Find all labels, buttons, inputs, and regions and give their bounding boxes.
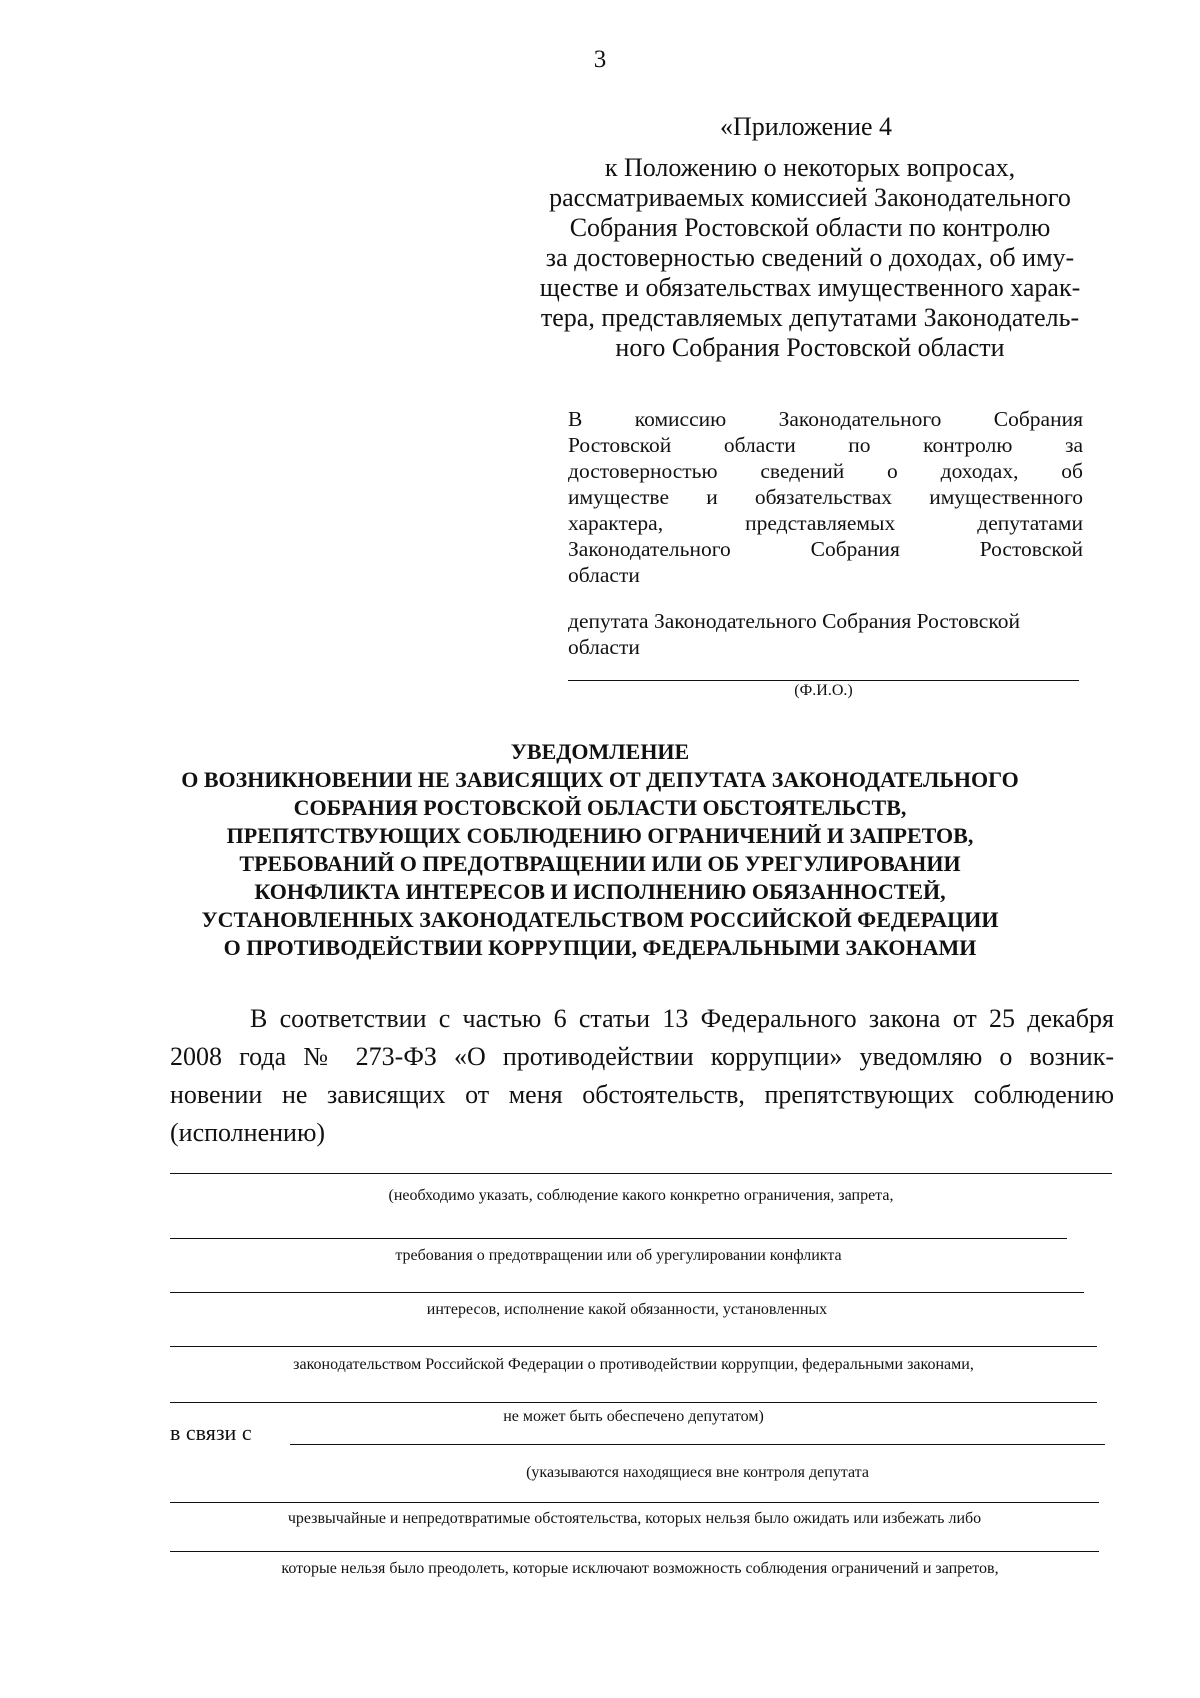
notice-body [170, 1000, 1114, 1152]
addressee-line: В комиссию Законодательного Собрания [568, 407, 1083, 431]
appendix-basis-line: рассматриваемых комиссией Законодательного [549, 183, 1071, 212]
notice-heading-line: О ПРОТИВОДЕЙСТВИИ КОРРУПЦИИ, ФЕДЕРАЛЬНЫМИ ЗАКОНАМИ [223, 935, 977, 960]
notice-body-line: 2008 года № 273-ФЗ «О противодействии коррупции» уведомляю о возник- [170, 1042, 1114, 1071]
notice-heading-line: СОБРАНИЯ РОСТОВСКОЙ ОБЛАСТИ ОБСТОЯТЕЛЬСТВ, [293, 795, 907, 820]
appendix-basis-line: ного Собрания Ростовской области [615, 333, 1005, 362]
fill-line[interactable] [170, 1292, 1084, 1293]
notice-heading-line: ТРЕБОВАНИЙ О ПРЕДОТВРАЩЕНИИ ИЛИ ОБ УРЕГУЛИРОВАНИИ [239, 851, 961, 876]
notice-heading-line: УВЕДОМЛЕНИЕ [510, 739, 690, 764]
addressee-line: характера, представляемых депутатами [568, 511, 1083, 535]
in-connection-fill-line[interactable] [290, 1444, 1105, 1445]
from-deputy-line: области [568, 635, 640, 659]
addressee-line: Законодательного Собрания Ростовской [568, 537, 1083, 561]
notice-heading [100, 738, 1100, 962]
fill-caption: интересов, исполнение какой обязанности, установленных [426, 1301, 828, 1318]
fill-caption: (необходимо указать, соблюдение какого конкретно ограничения, запрета, [388, 1187, 894, 1204]
addressee-line: области [568, 563, 640, 587]
notice-heading-line: КОНФЛИКТА ИНТЕРЕСОВ И ИСПОЛНЕНИЮ ОБЯЗАННОСТЕЙ, [254, 879, 946, 904]
fill-line[interactable] [170, 1502, 1099, 1503]
notice-heading-line: О ВОЗНИКНОВЕНИИ НЕ ЗАВИСЯЩИХ ОТ ДЕПУТАТА ЗАКОНОДАТЕЛЬНОГО [181, 767, 1019, 792]
addressee-line: имуществе и обязательствах имущественного [568, 485, 1083, 509]
addressee-line: достоверностью сведений о доходах, об [568, 459, 1083, 483]
appendix-title: «Приложение 4 [720, 112, 893, 141]
fio-caption: (Ф.И.О.) [794, 682, 853, 699]
fill-caption: которые нельзя было преодолеть, которые исключают возможность соблюдения ограничений и запретов, [281, 1560, 999, 1577]
notice-body-line: (исполнению) [170, 1118, 326, 1147]
fill-caption: не может быть обеспечено депутатом) [503, 1408, 764, 1425]
from-deputy-line: депутата Законодательного Собрания Ростовской [568, 609, 1020, 633]
fill-caption: чрезвычайные и непредотвратимые обстоятельства, которых нельзя было ожидать или избежать либо [287, 1510, 982, 1527]
fill-line[interactable] [170, 1238, 1067, 1239]
appendix-basis-line: Собрания Ростовской области по контролю [569, 213, 1051, 242]
notice-heading-line: УСТАНОВЛЕННЫХ ЗАКОНОДАТЕЛЬСТВОМ РОССИЙСКОЙ ФЕДЕРАЦИИ [201, 907, 999, 932]
fio-fill-line[interactable] [568, 680, 1079, 681]
notice-body-line: В соответствии с частью 6 статьи 13 Федерального закона от 25 декабря [250, 1004, 1114, 1033]
fill-line[interactable] [170, 1173, 1112, 1174]
notice-body-line: новении не зависящих от меня обстоятельств, препятствующих соблюдению [170, 1080, 1114, 1109]
appendix-basis-line: за достоверностью сведений о доходах, об иму- [545, 243, 1075, 272]
fill-caption: (указываются находящиеся вне контроля депутата [526, 1464, 869, 1481]
in-connection-label: в связи с [170, 1420, 252, 1445]
fill-line[interactable] [170, 1551, 1099, 1552]
from-deputy [568, 608, 1083, 660]
fill-line[interactable] [170, 1402, 1097, 1403]
addressee-line: Ростовской области по контролю за [568, 433, 1083, 457]
fill-caption: требования о предотвращении или об урегулировании конфликта [395, 1247, 842, 1264]
appendix-basis-line: ществе и обязательствах имущественного харак- [539, 273, 1081, 302]
fill-line[interactable] [170, 1346, 1097, 1347]
notice-heading-line: ПРЕПЯТСТВУЮЩИХ СОБЛЮДЕНИЮ ОГРАНИЧЕНИЙ И ЗАПРЕТОВ, [226, 823, 974, 848]
appendix-basis-line: тера, представляемых депутатами Законодатель- [540, 303, 1080, 332]
fill-caption: законодательством Российской Федерации о противодействии коррупции, федеральными законами, [293, 1356, 974, 1373]
addressee-block [568, 406, 1083, 588]
page-number: 3 [593, 46, 607, 73]
appendix-basis-line: к Положению о некоторых вопросах, [604, 153, 1016, 182]
appendix-basis [500, 153, 1120, 363]
